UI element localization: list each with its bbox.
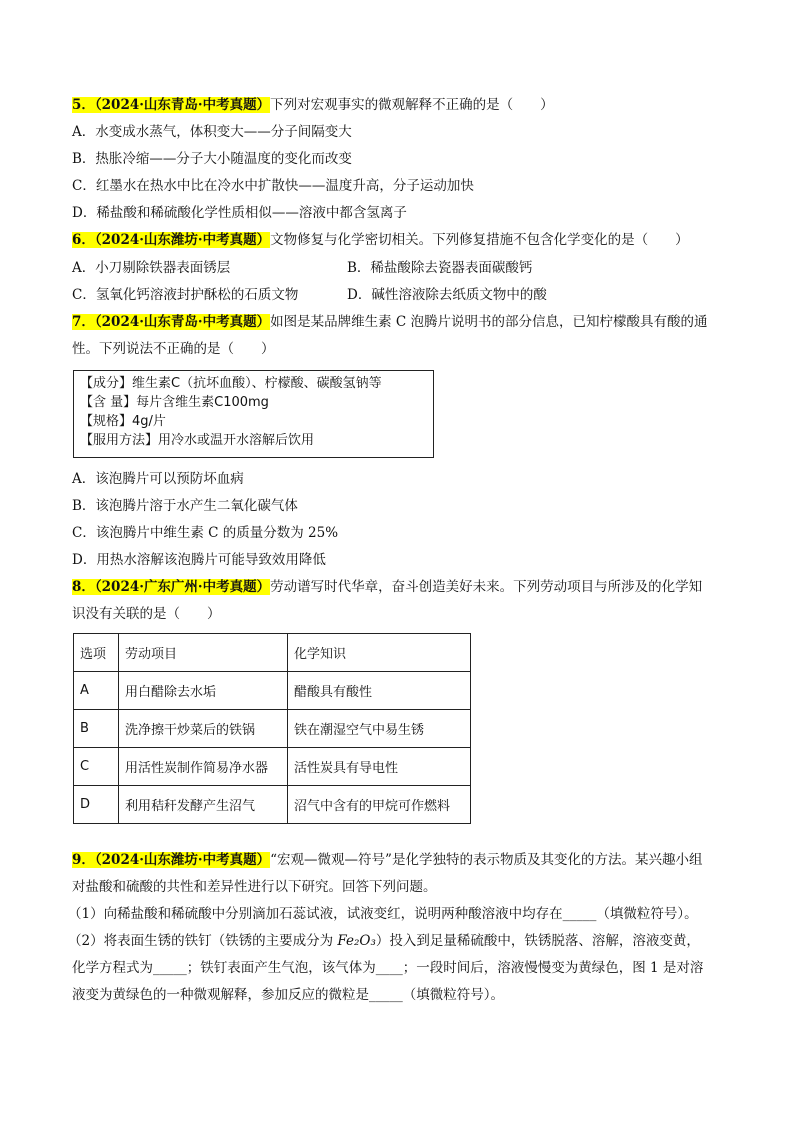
row-b-knowledge: 铁在潮湿空气中易生锈 — [288, 710, 471, 748]
q7-stem-1: 如图是某品牌维生素 C 泡腾片说明书的部分信息，已知柠檬酸具有酸的通 — [270, 314, 708, 330]
q9-part-1: （1）向稀盐酸和稀硫酸中分别滴加石蕊试液，试液变红，说明两种酸溶液中均存在_____（填微粒符号）。 — [68, 906, 698, 922]
q6-option-d: D．碱性溶液除去纸质文物中的酸 — [347, 287, 547, 303]
q8-stem-line-1 — [72, 578, 702, 596]
table-row — [74, 672, 471, 710]
header-labor-project: 劳动项目 — [119, 634, 288, 672]
row-a-project: 用白醋除去水垢 — [119, 672, 288, 710]
vitamin-c-instruction-box — [73, 370, 434, 458]
q7-stem-line-2: 性。下列说法不正确的是（ ） — [72, 341, 275, 357]
table-row — [74, 786, 471, 824]
box-line-content: 【含 量】每片含维生素C100mg — [80, 395, 269, 410]
labor-knowledge-table — [73, 633, 471, 824]
q7-source-tag: （2024·山东青岛·中考真题） — [94, 314, 271, 330]
q6-stem-line — [72, 231, 689, 249]
q9-number: 9． — [72, 852, 95, 868]
q5-stem-line — [72, 96, 554, 114]
row-d-project: 利用秸秆发酵产生沼气 — [119, 786, 288, 824]
row-c-project: 用活性炭制作简易净水器 — [119, 748, 288, 786]
q8-stem-1: 劳动谱写时代华章，奋斗创造美好未来。下列劳动项目与所涉及的化学知 — [270, 579, 703, 595]
table-row — [74, 710, 471, 748]
q9-stem-line-2: 对盐酸和硫酸的共性和差异性进行以下研究。回答下列问题。 — [72, 879, 437, 895]
q9-part-2b: ）投入到足量稀硫酸中，铁锈脱落、溶解，溶液变黄， — [375, 933, 700, 949]
q9-stem-line-1 — [72, 851, 702, 869]
q5-option-b: B．热胀冷缩——分子大小随温度的变化而改变 — [72, 151, 352, 167]
q7-option-c: C．该泡腾片中维生素 C 的质量分数为 25% — [72, 525, 339, 541]
q5-source-tag: （2024·山东青岛·中考真题） — [94, 97, 271, 113]
row-a-option: A — [74, 672, 119, 710]
q6-source-tag: （2024·山东潍坊·中考真题） — [94, 232, 271, 248]
q7-stem-line-1 — [72, 313, 708, 331]
q8-stem-line-2: 识没有关联的是（ ） — [72, 606, 221, 622]
q7-option-b: B．该泡腾片溶于水产生二氧化碳气体 — [72, 498, 298, 514]
q9-part-2a: （2）将表面生锈的铁钉（铁锈的主要成分为 — [68, 933, 338, 949]
q9-part-2-line-3: 液变为黄绿色的一种微观解释，参加反应的微粒是_____（填微粒符号）。 — [72, 987, 504, 1003]
row-a-knowledge: 醋酸具有酸性 — [288, 672, 471, 710]
header-option: 选项 — [74, 634, 119, 672]
table-row — [74, 748, 471, 786]
q5-option-c: C．红墨水在热水中比在冷水中扩散快——温度升高，分子运动加快 — [72, 178, 474, 194]
box-line-spec: 【规格】4g/片 — [80, 414, 166, 429]
row-d-knowledge: 沼气中含有的甲烷可作燃料 — [288, 786, 471, 824]
q5-option-d: D．稀盐酸和稀硫酸化学性质相似——溶液中都含氢离子 — [72, 205, 407, 221]
q6-option-c: C．氢氧化钙溶液封护酥松的石质文物 — [72, 287, 299, 303]
q7-option-a: A．该泡腾片可以预防坏血病 — [72, 471, 244, 487]
q6-number: 6． — [72, 232, 95, 248]
row-b-project: 洗净擦干炒菜后的铁锅 — [119, 710, 288, 748]
q9-part-2-line-1 — [68, 932, 700, 950]
q5-stem: 下列对宏观事实的微观解释不正确的是（ ） — [270, 97, 554, 113]
box-line-ingredients: 【成分】维生素C（抗坏血酸）、柠檬酸、碳酸氢钠等 — [80, 376, 382, 391]
q7-option-d: D．用热水溶解该泡腾片可能导致效用降低 — [72, 552, 326, 568]
q9-stem-1: “宏观—微观—符号”是化学独特的表示物质及其变化的方法。某兴趣小组 — [270, 852, 703, 868]
row-c-option: C — [74, 748, 119, 786]
row-c-knowledge: 活性炭具有导电性 — [288, 748, 471, 786]
q9-source-tag: （2024·山东潍坊·中考真题） — [94, 852, 271, 868]
q5-option-a: A．水变成水蒸气，体积变大——分子间隔变大 — [72, 124, 352, 140]
q6-option-a: A．小刀剔除铁器表面锈层 — [72, 260, 231, 276]
q8-number: 8． — [72, 579, 95, 595]
q8-source-tag: （2024·广东广州·中考真题） — [94, 579, 271, 595]
box-line-usage: 【服用方法】用冷水或温开水溶解后饮用 — [80, 433, 315, 448]
rust-formula: Fe₂O₃ — [337, 933, 376, 949]
row-b-option: B — [74, 710, 119, 748]
header-chem-knowledge: 化学知识 — [288, 634, 471, 672]
row-d-option: D — [74, 786, 119, 824]
q6-option-b: B．稀盐酸除去瓷器表面碳酸钙 — [347, 260, 533, 276]
q6-stem: 文物修复与化学密切相关。下列修复措施不包含化学变化的是（ ） — [270, 232, 689, 248]
q7-number: 7． — [72, 314, 95, 330]
table-header-row — [74, 634, 471, 672]
q9-part-2-line-2: 化学方程式为_____；铁钉表面产生气泡，该气体为____；一段时间后，溶液慢慢变为黄绿色，图 1 是对溶 — [72, 960, 704, 976]
q5-number: 5． — [72, 97, 95, 113]
